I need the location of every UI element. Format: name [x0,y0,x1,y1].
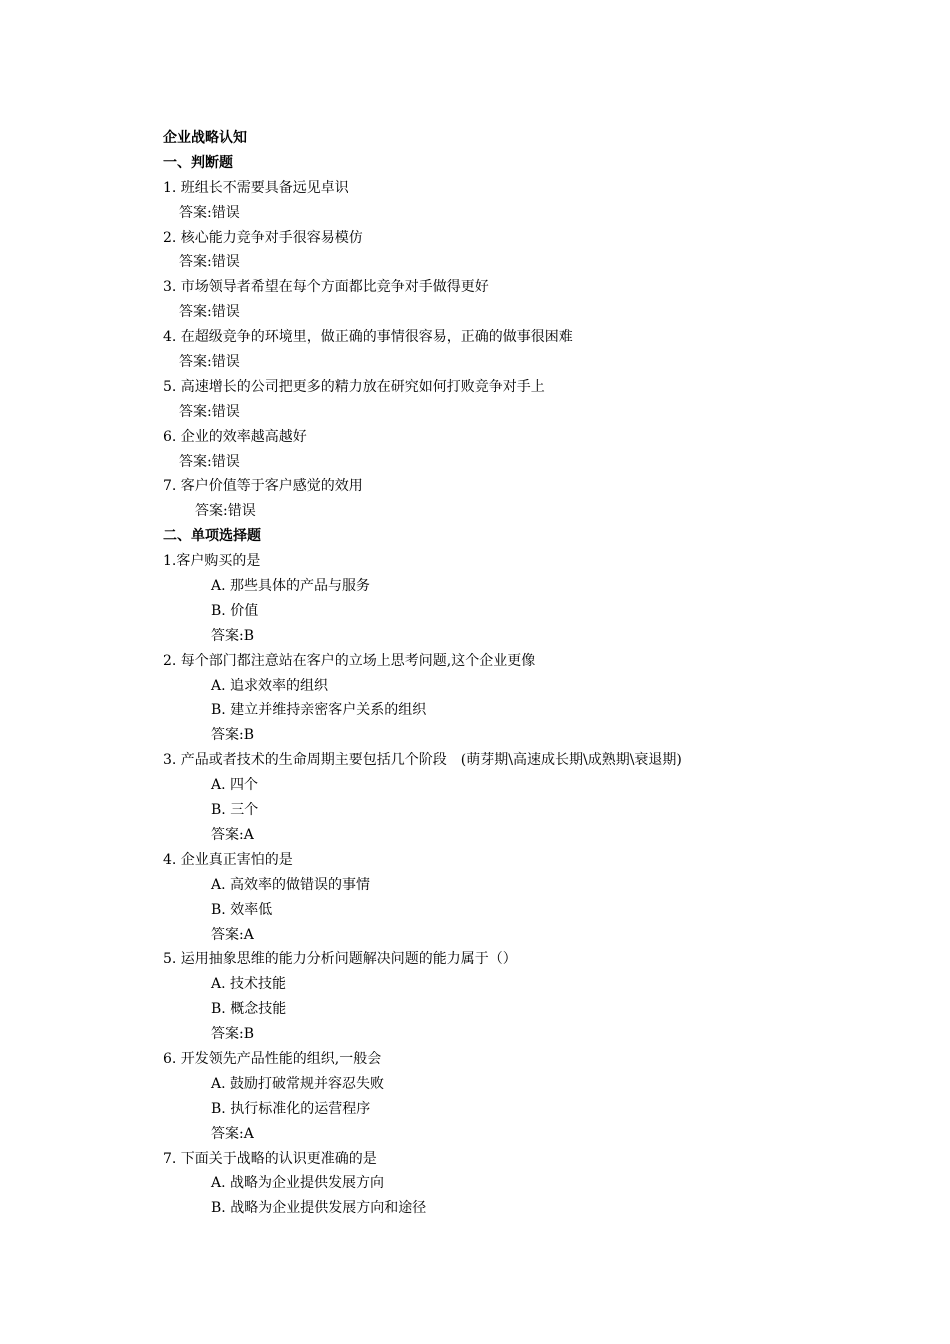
tf-answer-1: 答案:错误 [179,204,240,221]
mc-answer-2: 答案:B [211,727,255,744]
tf-question-7: 7. 客户价值等于客户感觉的效用 [163,478,363,495]
mc-option-6b: B. 执行标准化的运营程序 [211,1100,371,1117]
tf-question-5: 5. 高速增长的公司把更多的精力放在研究如何打败竞争对手上 [163,378,545,395]
tf-answer-2: 答案:错误 [179,254,240,271]
tf-question-3: 3. 市场领导者希望在每个方面都比竞争对手做得更好 [163,279,489,296]
tf-answer-5: 答案:错误 [179,403,240,420]
mc-question-2: 2. 每个部门都注意站在客户的立场上思考问题,这个企业更像 [163,652,536,669]
mc-answer-1: 答案:B [211,627,255,644]
mc-option-1b: B. 价值 [211,602,259,619]
mc-question-5: 5. 运用抽象思维的能力分析问题解决问题的能力属于（） [163,951,517,968]
tf-answer-3: 答案:错误 [179,304,240,321]
mc-option-2b: B. 建立并维持亲密客户关系的组织 [211,702,427,719]
section-heading-single-choice: 二、单项选择题 [163,528,261,545]
mc-question-4: 4. 企业真正害怕的是 [163,851,293,868]
mc-answer-6: 答案:A [211,1125,254,1142]
mc-option-1a: A. 那些具体的产品与服务 [211,578,371,595]
mc-option-4b: B. 效率低 [211,901,273,918]
tf-answer-6: 答案:错误 [179,453,240,470]
mc-option-3b: B. 三个 [211,802,259,819]
mc-question-6: 6. 开发领先产品性能的组织,一般会 [163,1050,382,1067]
mc-option-7a: A. 战略为企业提供发展方向 [211,1175,385,1192]
mc-option-4a: A. 高效率的做错误的事情 [211,876,371,893]
tf-answer-7: 答案:错误 [195,503,256,520]
mc-answer-3: 答案:A [211,826,254,843]
mc-question-1: 1.客户购买的是 [163,553,261,570]
mc-option-5a: A. 技术技能 [211,976,287,993]
tf-question-1: 1. 班组长不需要具备远见卓识 [163,179,349,196]
tf-question-6: 6. 企业的效率越高越好 [163,428,307,445]
document-title: 企业战略认知 [163,130,247,146]
mc-answer-4: 答案:A [211,926,254,943]
mc-option-7b: B. 战略为企业提供发展方向和途径 [211,1200,427,1217]
tf-question-4: 4. 在超级竞争的环境里，做正确的事情很容易，正确的做事很困难 [163,329,573,346]
mc-option-3a: A. 四个 [211,777,259,794]
document-page [163,126,863,1221]
mc-option-6a: A. 鼓励打破常规并容忍失败 [211,1075,385,1092]
section-heading-true-false: 一、判断题 [163,154,233,171]
mc-option-2a: A. 追求效率的组织 [211,677,329,694]
tf-answer-4: 答案:错误 [179,354,240,371]
tf-question-2: 2. 核心能力竞争对手很容易模仿 [163,229,363,246]
mc-answer-5: 答案:B [211,1026,255,1043]
mc-question-7: 7. 下面关于战略的认识更准确的是 [163,1150,377,1167]
mc-option-5b: B. 概念技能 [211,1001,287,1018]
mc-question-3: 3. 产品或者技术的生命周期主要包括几个阶段 (萌芽期\高速成长期\成熟期\衰退期) [163,752,682,769]
